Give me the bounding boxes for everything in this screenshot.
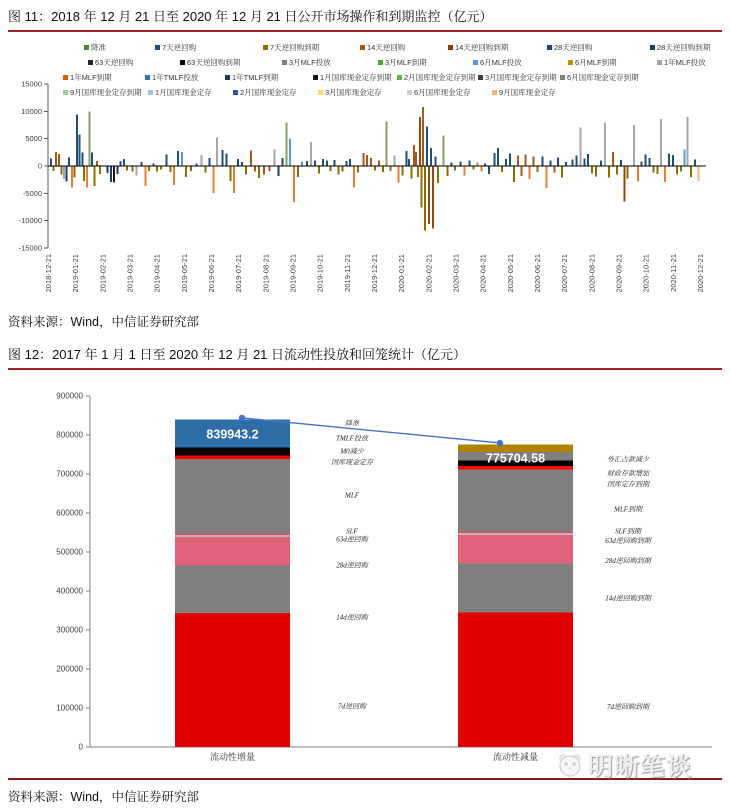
legend-swatch bbox=[657, 60, 662, 65]
legend-label: 3月MLF投放 bbox=[289, 58, 331, 67]
figure11-legend-row-2 bbox=[0, 57, 730, 69]
svg-text:2019-06-21: 2019-06-21 bbox=[207, 254, 216, 293]
legend-item bbox=[547, 42, 592, 53]
svg-text:63d逆回购: 63d逆回购 bbox=[336, 535, 368, 544]
legend-swatch bbox=[650, 45, 655, 50]
legend-swatch bbox=[313, 75, 318, 80]
legend-swatch bbox=[180, 60, 185, 65]
svg-text:63d逆回购到期: 63d逆回购到期 bbox=[605, 537, 651, 546]
svg-text:10000: 10000 bbox=[21, 106, 42, 116]
legend-item bbox=[568, 57, 617, 68]
legend-swatch bbox=[407, 90, 412, 95]
svg-text:2020-02-21: 2020-02-21 bbox=[424, 254, 434, 293]
legend-label: 6月国库现金定存 bbox=[414, 88, 471, 97]
svg-text:2020-11-21: 2020-11-21 bbox=[668, 254, 678, 292]
legend-label: 6月MLF投放 bbox=[480, 58, 522, 67]
legend-label: 3月国库现金定存到期 bbox=[485, 73, 557, 82]
svg-text:0: 0 bbox=[37, 161, 42, 171]
legend-item bbox=[360, 42, 405, 53]
legend-label: 14天逆回购到期 bbox=[455, 43, 509, 52]
svg-text:2019-04-21: 2019-04-21 bbox=[152, 254, 162, 293]
legend-swatch bbox=[233, 90, 238, 95]
legend-item bbox=[448, 42, 508, 53]
svg-text:MLF到期: MLF到期 bbox=[614, 505, 642, 514]
legend-label: 63天逆回购到期 bbox=[187, 58, 241, 67]
legend-item bbox=[650, 42, 710, 53]
svg-text:15000: 15000 bbox=[21, 79, 42, 89]
legend-label: 2月国库现金定存 bbox=[240, 88, 297, 97]
legend-item bbox=[148, 87, 212, 98]
svg-text:7d逆回购到期: 7d逆回购到期 bbox=[607, 702, 649, 711]
svg-text:TMLF投放: TMLF投放 bbox=[336, 434, 368, 443]
svg-text:900000: 900000 bbox=[56, 391, 83, 401]
svg-text:2020-08-21: 2020-08-21 bbox=[587, 254, 597, 293]
svg-text:400000: 400000 bbox=[56, 586, 83, 596]
svg-text:2019-10-21: 2019-10-21 bbox=[315, 254, 325, 293]
svg-text:14d逆回购: 14d逆回购 bbox=[336, 613, 368, 622]
svg-text:2019-07-21: 2019-07-21 bbox=[234, 254, 244, 293]
svg-text:800000: 800000 bbox=[56, 430, 83, 440]
legend-swatch bbox=[148, 90, 153, 95]
legend-swatch bbox=[225, 75, 230, 80]
legend-swatch bbox=[492, 90, 497, 95]
legend-swatch bbox=[63, 90, 68, 95]
svg-text:-5000: -5000 bbox=[22, 188, 42, 198]
svg-text:SLF: SLF bbox=[346, 527, 358, 536]
svg-text:2019-03-21: 2019-03-21 bbox=[125, 254, 135, 293]
legend-label: 28天逆回购 bbox=[554, 43, 593, 52]
legend-item bbox=[397, 72, 476, 83]
svg-text:2020-10-21: 2020-10-21 bbox=[641, 254, 651, 293]
svg-text:外汇占款减少: 外汇占款减少 bbox=[607, 455, 649, 464]
svg-text:2019-02-21: 2019-02-21 bbox=[98, 254, 108, 293]
legend-item bbox=[63, 87, 142, 98]
legend-swatch bbox=[568, 60, 573, 65]
svg-text:2020-03-21: 2020-03-21 bbox=[451, 254, 461, 293]
legend-item bbox=[263, 42, 319, 53]
legend-item bbox=[225, 72, 278, 83]
svg-text:2020-01-21: 2020-01-21 bbox=[397, 254, 407, 293]
legend-label: 7天逆回购 bbox=[162, 43, 197, 52]
legend-item bbox=[492, 87, 556, 98]
svg-text:2020-04-21: 2020-04-21 bbox=[478, 253, 488, 293]
legend-item bbox=[407, 87, 471, 98]
svg-text:100000: 100000 bbox=[56, 703, 83, 713]
legend-label: 63天逆回购 bbox=[95, 58, 134, 67]
watermark bbox=[556, 750, 730, 780]
svg-text:2020-06-21: 2020-06-21 bbox=[533, 254, 542, 293]
figure12-source: 资料来源：Wind，中信证券研究部 bbox=[8, 790, 199, 804]
svg-text:0: 0 bbox=[78, 742, 83, 752]
svg-text:流动性增量: 流动性增量 bbox=[209, 752, 256, 762]
legend-label: 2月国库现金定存到期 bbox=[404, 73, 476, 82]
svg-text:财政存款增加: 财政存款增加 bbox=[607, 469, 649, 478]
legend-item bbox=[478, 72, 557, 83]
svg-text:降准: 降准 bbox=[345, 419, 359, 428]
svg-text:-10000: -10000 bbox=[18, 216, 42, 226]
legend-swatch bbox=[263, 45, 268, 50]
svg-text:28d逆回购到期: 28d逆回购到期 bbox=[605, 557, 651, 566]
stacked-bar-1 bbox=[175, 419, 290, 747]
legend-label: 3月MLF到期 bbox=[385, 58, 427, 67]
svg-text:2019-05-21: 2019-05-21 bbox=[179, 254, 189, 293]
legend-swatch bbox=[63, 75, 68, 80]
svg-text:SLF到期: SLF到期 bbox=[615, 527, 641, 536]
legend-swatch bbox=[84, 45, 89, 50]
omo-bar-chart bbox=[0, 74, 730, 306]
legend-swatch bbox=[397, 75, 402, 80]
svg-text:2020-12-21: 2020-12-21 bbox=[696, 254, 705, 293]
legend-swatch bbox=[282, 60, 287, 65]
figure12-title: 图 12：2017 年 1 月 1 日至 2020 年 12 月 21 日流动性投放和回笼统计（亿元） bbox=[8, 346, 722, 370]
liquidity-chart-root bbox=[56, 392, 712, 763]
svg-text:2019-12-21: 2019-12-21 bbox=[370, 254, 379, 293]
legend-label: 14天逆回购 bbox=[367, 43, 406, 52]
legend-label: 1月国库现金定存 bbox=[155, 88, 212, 97]
figure11-legend-row-4 bbox=[0, 87, 730, 99]
svg-text:2019-08-21: 2019-08-21 bbox=[261, 254, 271, 293]
legend-swatch bbox=[155, 45, 160, 50]
legend-item bbox=[318, 87, 382, 98]
svg-text:流动性减量: 流动性减量 bbox=[492, 752, 539, 762]
svg-text:775704.58: 775704.58 bbox=[485, 451, 546, 466]
figure11-legend-row-1 bbox=[0, 42, 730, 54]
svg-text:5000: 5000 bbox=[25, 134, 42, 144]
stacked-bar-2 bbox=[458, 444, 573, 747]
legend-label: 1年MLF到期 bbox=[70, 73, 112, 82]
legend-swatch bbox=[145, 75, 150, 80]
figure11-legend-row-3 bbox=[0, 72, 730, 84]
svg-text:300000: 300000 bbox=[56, 625, 83, 635]
svg-text:600000: 600000 bbox=[56, 508, 83, 518]
legend-swatch bbox=[560, 75, 565, 80]
legend-item bbox=[155, 42, 196, 53]
legend-item bbox=[282, 57, 331, 68]
legend-swatch bbox=[318, 90, 323, 95]
svg-text:2019-09-21: 2019-09-21 bbox=[288, 254, 298, 293]
legend-label: 9月国库现金定存到期 bbox=[70, 88, 142, 97]
legend-swatch bbox=[478, 75, 483, 80]
svg-text:2019-01-21: 2019-01-21 bbox=[71, 254, 81, 293]
figure11-title: 图 11：2018 年 12 月 21 日至 2020 年 12 月 21 日公开市场操作和到期监控（亿元） bbox=[8, 8, 722, 32]
svg-text:14d逆回购到期: 14d逆回购到期 bbox=[605, 594, 651, 603]
omo-bars bbox=[50, 107, 699, 231]
legend-label: 6月国库现金定存到期 bbox=[567, 73, 639, 82]
legend-label: 1年TMLF到期 bbox=[232, 73, 279, 82]
legend-label: 9月国库现金定存 bbox=[499, 88, 556, 97]
omo-chart-root bbox=[19, 80, 706, 293]
svg-text:MLF: MLF bbox=[345, 491, 359, 500]
legend-item bbox=[313, 72, 392, 83]
svg-text:839943.2: 839943.2 bbox=[206, 427, 259, 442]
liquidity-stacked-bar-chart bbox=[0, 378, 730, 770]
legend-label: 3月国库现金定存 bbox=[325, 88, 382, 97]
legend-swatch bbox=[88, 60, 93, 65]
legend-label: 1年MLF投放 bbox=[664, 58, 706, 67]
figure11-source: 资料来源：Wind，中信证券研究部 bbox=[8, 315, 199, 329]
legend-item bbox=[63, 72, 112, 83]
legend-item bbox=[378, 57, 427, 68]
legend-item bbox=[473, 57, 522, 68]
legend-swatch bbox=[547, 45, 552, 50]
svg-text:200000: 200000 bbox=[56, 664, 83, 674]
svg-text:28d逆回购: 28d逆回购 bbox=[336, 561, 368, 570]
legend-item bbox=[84, 42, 106, 53]
svg-text:7d逆回购: 7d逆回购 bbox=[338, 702, 366, 711]
svg-text:国库现金定存: 国库现金定存 bbox=[331, 458, 373, 467]
legend-item bbox=[233, 87, 297, 98]
svg-text:700000: 700000 bbox=[56, 469, 83, 479]
legend-label: 7天逆回购到期 bbox=[270, 43, 320, 52]
watermark-text: 明晰笔谈 bbox=[588, 753, 693, 781]
legend-label: 1年TMLF投放 bbox=[152, 73, 199, 82]
legend-swatch bbox=[473, 60, 478, 65]
legend-swatch bbox=[360, 45, 365, 50]
svg-text:-15000: -15000 bbox=[18, 243, 42, 253]
legend-item bbox=[180, 57, 240, 68]
svg-text:2018-12-21: 2018-12-21 bbox=[44, 254, 53, 293]
legend-item bbox=[657, 57, 706, 68]
legend-label: 6月MLF到期 bbox=[575, 58, 617, 67]
svg-text:2020-09-21: 2020-09-21 bbox=[614, 254, 624, 293]
svg-text:2019-11-21: 2019-11-21 bbox=[342, 254, 352, 292]
legend-swatch bbox=[448, 45, 453, 50]
legend-item bbox=[145, 72, 198, 83]
legend-label: 1月国库现金定存到期 bbox=[320, 73, 392, 82]
svg-text:500000: 500000 bbox=[56, 547, 83, 557]
legend-label: 降准 bbox=[91, 43, 106, 52]
legend-label: 28天逆回购到期 bbox=[657, 43, 711, 52]
legend-swatch bbox=[378, 60, 383, 65]
legend-item bbox=[88, 57, 133, 68]
svg-text:M0减少: M0减少 bbox=[340, 447, 364, 456]
panda-logo-icon bbox=[556, 751, 584, 779]
svg-text:2020-05-21: 2020-05-21 bbox=[505, 254, 515, 293]
svg-text:国库定存到期: 国库定存到期 bbox=[607, 480, 649, 489]
legend-item bbox=[560, 72, 639, 83]
svg-text:2020-07-21: 2020-07-21 bbox=[560, 254, 570, 293]
